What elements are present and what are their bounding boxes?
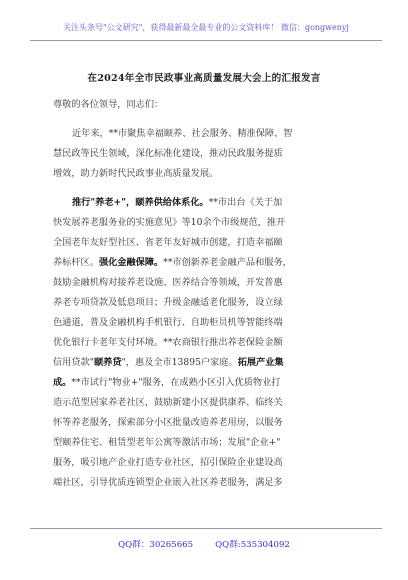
line-text: 养标杆区。: [53, 257, 99, 268]
header-divider: [30, 40, 382, 41]
header-notice: 关注头条号"公文研究"，获得最新最全最专业的公文资料库！ 微信：gongwenyj: [63, 23, 349, 32]
qq-group-2: QQ群:535304092: [215, 540, 290, 550]
paragraph-line: [53, 373, 359, 393]
paragraph-line: 优化银行卡老年支付环境。**农商银行推出养老保险金额: [53, 337, 283, 348]
line-text: **市创新养老金融产品和服务，: [163, 257, 292, 268]
paragraph-line: 端社区，引导优质连锁型企业嵌入社区养老服务，满足多: [53, 477, 283, 488]
bold-heading: 强化金融保障。: [98, 257, 164, 268]
bold-heading: 推行"养老+"，颐养供给体系化。: [72, 197, 209, 208]
paragraph-line: 型颐养住宅、租赁型老年公寓等激活市场；发展"企业+": [53, 437, 281, 448]
bold-term: 颐养贷: [93, 357, 122, 368]
paragraph-line: 全国老年友好型社区、省老年友好城市创建，打造幸福颐: [53, 237, 283, 248]
paragraph-line: [53, 193, 359, 213]
paragraph-line: 快发展养老服务业的实施意见》等10余个市级规范，推开: [53, 217, 286, 228]
line-text: 信用贷款": [53, 357, 94, 368]
paragraph-line: 慧民政等民生领域，深化标准化建设，推动民政服务提质: [53, 148, 283, 159]
paragraph-line: 色通道，普及金融机构手机银行、自助柜员机等智能终端: [53, 317, 283, 328]
line-text: **市试行"物业+"服务，在成熟小区引入优质物业打: [71, 377, 281, 388]
greeting: 尊敬的各位领导，同志们：: [53, 99, 164, 110]
paragraph-line: [53, 353, 359, 373]
qq-group-1: QQ群：30265665: [118, 540, 194, 550]
paragraph-line: 怀等养老服务，探索部分小区批量改造养老用房，以服务: [53, 417, 283, 428]
paragraph-line: 增效，助力新时代民政事业高质量发展。: [53, 168, 219, 179]
paragraph-line: 鼓励金融机构对接养老设施、医养结合等领域，开发普惠: [53, 277, 283, 288]
footer-contacts: [0, 538, 408, 550]
bold-heading: 拓展产业集: [237, 357, 284, 368]
document-title: 在2024年全市民政事业高质量发展大会上的汇报发言: [87, 73, 321, 84]
footer-divider: [30, 528, 382, 529]
paragraph-line: 造示范型居家养老社区，鼓励新建小区提供康养、临终关: [53, 397, 283, 408]
paragraph-line: [53, 253, 359, 273]
paragraph-line: 服务，吸引地产企业打造专业社区，招引保险企业建设高: [53, 457, 283, 468]
line-text: "，惠及全市13895户家庭。: [121, 357, 238, 368]
bold-heading: 成。: [53, 377, 72, 388]
document-body: [53, 95, 359, 493]
paragraph-line: 近年来，**市聚焦幸福颐养、社会服务、精准保障、智: [72, 128, 293, 139]
line-text: **市出台《关于加: [208, 197, 283, 208]
paragraph-line: 养老专项贷款及低息项目；升级金融适老化服务，设立绿: [53, 297, 283, 308]
